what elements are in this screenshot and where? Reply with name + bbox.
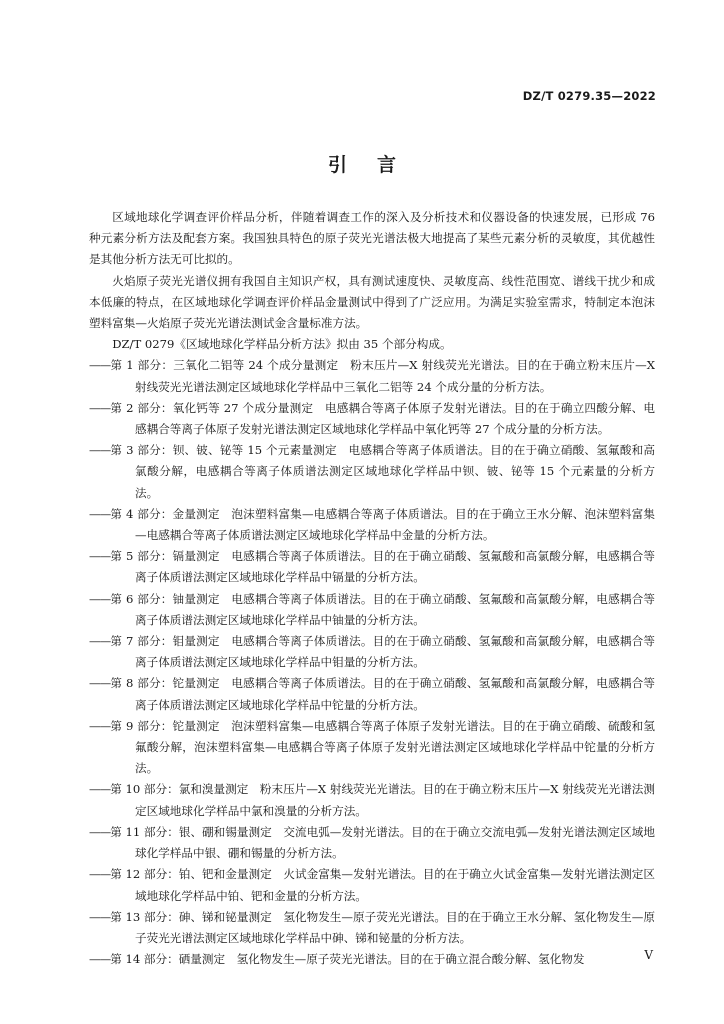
list-item-text: 第 5 部分：镉量测定 电感耦合等离子体质谱法。目的在于确立硝酸、氢氟酸和高氯酸分解，电感耦合等离子体质谱法测定区域地球化学样品中镉量的分析方法。	[110, 549, 655, 585]
list-dash: ——	[89, 443, 111, 458]
list-item-text: 第 6 部分：铀量测定 电感耦合等离子体质谱法。目的在于确立硝酸、氢氟酸和高氯酸分解，电感耦合等离子体质谱法测定区域地球化学样品中铀量的分析方法。	[110, 591, 655, 627]
list-item-text: 第 9 部分：铊量测定 泡沫塑料富集—电感耦合等离子体原子发射光谱法。目的在于确立硝酸、硫酸和氢氟酸分解，泡沫塑料富集—电感耦合等离子体原子发射光谱法测定区域地球化学样品中铊量的分析方法。	[110, 718, 655, 776]
list-item	[89, 546, 655, 588]
list-item	[89, 907, 655, 949]
list-item-text: 第 8 部分：铊量测定 电感耦合等离子体质谱法。目的在于确立硝酸、氢氟酸和高氯酸分解，电感耦合等离子体质谱法测定区域地球化学样品中铊量的分析方法。	[110, 676, 655, 712]
list-dash: ——	[89, 358, 111, 373]
list-dash: ——	[89, 549, 111, 564]
list-item-text: 第 7 部分：钼量测定 电感耦合等离子体质谱法。目的在于确立硝酸、氢氟酸和高氯酸分解，电感耦合等离子体质谱法测定区域地球化学样品中钼量的分析方法。	[110, 634, 655, 670]
list-item-text: 第 11 部分：银、硼和锡量测定 交流电弧—发射光谱法。目的在于确立交流电弧—发射光谱法测定区域地球化学样品中银、硼和锡量的分析方法。	[110, 824, 655, 861]
list-item	[89, 673, 655, 715]
list-dash: ——	[89, 591, 111, 606]
list-item	[89, 504, 655, 546]
list-dash: ——	[89, 718, 111, 733]
list-item	[89, 822, 655, 864]
parts-list	[89, 355, 655, 970]
list-item	[89, 589, 655, 631]
list-item-text: 第 3 部分：钡、铍、铋等 15 个元素量测定 电感耦合等离子体质谱法。目的在于确立硝酸、氢氟酸和高氯酸分解，电感耦合等离子体质谱法测定区域地球化学样品中钡、铍、铋等 15 个元素量的分析方法。	[110, 443, 655, 500]
list-item-text: 第 1 部分：三氧化二铝等 24 个成分量测定 粉末压片—X 射线荧光光谱法。目的在于确立粉末压片—X 射线荧光光谱法测定区域地球化学样品中三氧化二铝等 24 个成分量的分析方法。	[110, 358, 655, 394]
list-item-text: 第 14 部分：硒量测定 氢化物发生—原子荧光光谱法。目的在于确立混合酸分解、氢化物发	[110, 952, 585, 967]
list-dash: ——	[89, 867, 111, 882]
list-dash: ——	[89, 824, 111, 839]
list-dash: ——	[89, 952, 111, 967]
standard-code: DZ/T 0279.35—2022	[522, 89, 656, 103]
paragraph: 区域地球化学调查评价样品分析，伴随着调查工作的深入及分析技术和仪器设备的快速发展，已形成 76 种元素分析方法及配套方案。我国独具特色的原子荧光光谱法极大地提高了某些元素分析的灵敏度，其优越性是其他分析方法无可比拟的。	[89, 210, 655, 267]
list-item	[89, 949, 655, 970]
list-dash: ——	[89, 634, 111, 649]
document-body	[89, 207, 655, 970]
page-title: 引言	[327, 154, 426, 176]
list-dash: ——	[89, 909, 111, 924]
list-item	[89, 779, 655, 821]
list-item-text: 第 12 部分：铂、钯和金量测定 火试金富集—发射光谱法。目的在于确立火试金富集—发射光谱法测定区域地球化学样品中铂、钯和金量的分析方法。	[110, 867, 655, 903]
list-item-text: 第 13 部分：砷、锑和铋量测定 氢化物发生—原子荧光光谱法。目的在于确立王水分解、氢化物发生—原子荧光光谱法测定区域地球化学样品中砷、锑和铋量的分析方法。	[110, 909, 655, 945]
list-dash: ——	[89, 506, 111, 521]
list-item	[89, 398, 655, 440]
list-item	[89, 716, 655, 780]
list-dash: ——	[89, 400, 111, 415]
paragraph: DZ/T 0279《区域地球化学样品分析方法》拟由 35 个部分构成。	[112, 337, 452, 352]
list-item	[89, 440, 655, 504]
list-dash: ——	[89, 782, 111, 797]
list-item-text: 第 4 部分：金量测定 泡沫塑料富集—电感耦合等离子体质谱法。目的在于确立王水分解、泡沫塑料富集—电感耦合等离子体质谱法测定区域地球化学样品中金量的分析方法。	[110, 506, 655, 543]
paragraph: 火焰原子荧光光谱仪拥有我国自主知识产权，具有测试速度快、灵敏度高、线性范围宽、谱线干扰少和成本低廉的特点，在区域地球化学调查评价样品金量测试中得到了广泛应用。为满足实验室需求，特制定本泡沫塑料富集—火焰原子荧光光谱法测试金含量标准方法。	[89, 273, 655, 331]
list-item-text: 第 10 部分：氯和溴量测定 粉末压片—X 射线荧光光谱法。目的在于确立粉末压片—X 射线荧光光谱法测定区域地球化学样品中氯和溴量的分析方法。	[110, 782, 655, 818]
list-item	[89, 355, 655, 397]
list-item-text: 第 2 部分：氧化钙等 27 个成分量测定 电感耦合等离子体原子发射光谱法。目的在于确立四酸分解、电感耦合等离子体原子发射光谱法测定区域地球化学样品中氧化钙等 27 个成分量的分析方法。	[110, 400, 655, 437]
list-item	[89, 631, 655, 673]
list-dash: ——	[89, 676, 111, 691]
list-item	[89, 864, 655, 906]
page-number: V	[644, 948, 653, 962]
